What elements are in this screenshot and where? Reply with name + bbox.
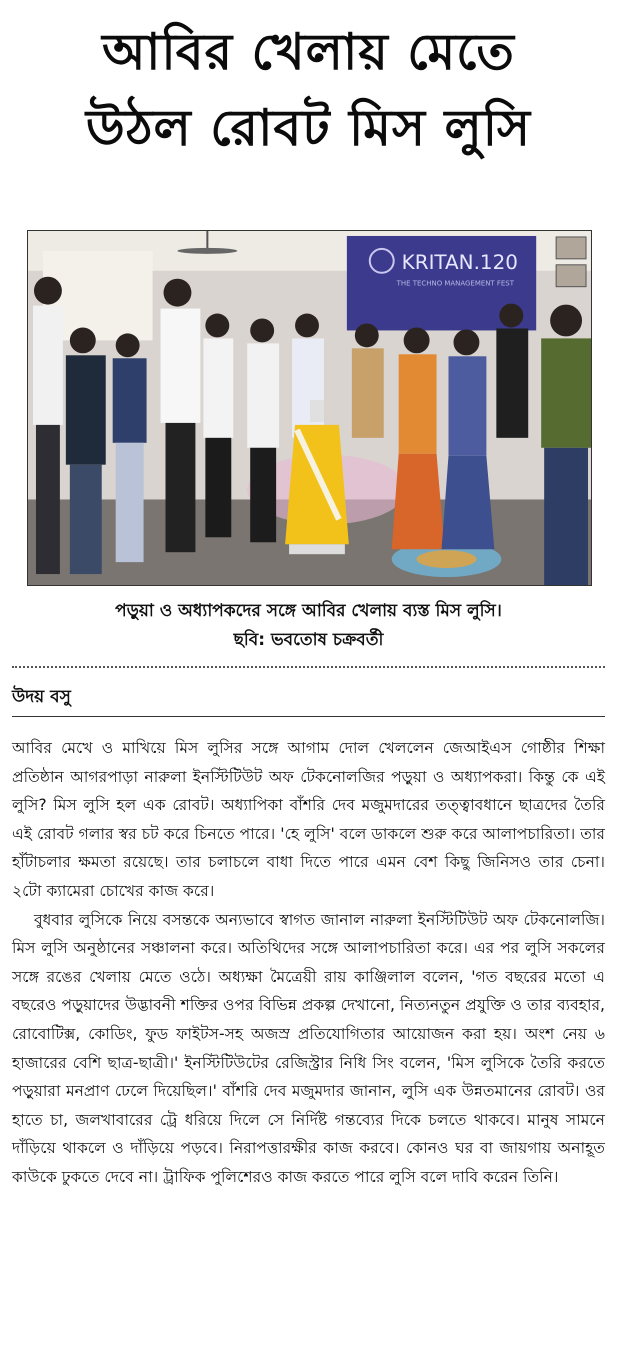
headline-line-1: আবির খেলায় মেতে xyxy=(102,23,515,81)
caption-line-1: পড়ুয়া ও অধ্যাপকদের সঙ্গে আবির খেলায় ব্যস্ত মিস লুসি। xyxy=(115,601,502,621)
photo-caption xyxy=(0,597,617,655)
byline: উদয় বসু xyxy=(12,687,71,707)
headline xyxy=(0,0,617,166)
article-paragraph-2: বুধবার লুসিকে নিয়ে বসন্তকে অন্যভাবে স্বাগত জানাল নারুলা ইনস্টিটিউট অফ টেকনোলজি। মিস লুসি অনুষ্ঠানের সঞ্চালনা করে। অতিথিদের সঙ্গে আলাপচারিতা করে। এর পর লুসি সকলের সঙ্গে রঙের খেলায় মেতে ওঠে। অধ্যক্ষা মৈত্রেয়ী রায় কাঞ্জিলাল বলেন, 'গত বছরের মতো এ বছরেও পড়ুয়াদের উদ্ভাবনী শক্তির ওপর বিভিন্ন প্রকল্প দেখানো, নিত্যনতুন প্রযুক্তি ও তার ব্যবহার, রোবোটিক্স, কোডিং, ফুড ফাইটস-সহ অজস্র প্রতিযোগিতার আয়োজন করা হয়। অংশ নেয় ৬ হাজারের বেশি ছাত্র-ছাত্রী।' ইনস্টিটিউটের রেজিস্ট্রার নিধি সিং বলেন, 'মিস লুসিকে তৈরি করতে পড়ুয়ারা মনপ্রাণ ঢেলে দিয়েছিল।' বাঁশরি দেব মজুমদার জানান, লুসি এক উন্নতমানের রোবট। ওর হাতে চা, জলখাবারের ট্রে ধরিয়ে দিলে সে নির্দিষ্ট গন্তব্যের দিকে চলতে থাকবে। মানুষ সামনে দাঁড়িয়ে থাকলে ও দাঁড়িয়ে পড়বে। নিরাপত্তারক্ষীর কাজ করবে। কোনও ঘর বা জায়গায় অনাহূত কাউকে ঢুকতে দেবে না। ট্রাফিক পুলিশেরও কাজ করতে পারে লুসি বলে দাবি করেন তিনি। xyxy=(12,910,605,1186)
banner-title: KRITAN.120 xyxy=(401,250,518,274)
article-paragraph-1: আবির মেখে ও মাখিয়ে মিস লুসির সঙ্গে আগাম দোল খেললেন জেআইএস গোষ্ঠীর শিক্ষা প্রতিষ্ঠান আগরপাড়া নারুলা ইনস্টিটিউট অফ টেকনোলজির পড়ুয়া ও অধ্যাপকরা। কিন্তু কে এই লুসি? মিস লুসি হল এক রোবট। অধ্যাপিকা বাঁশরি দেব মজুমদারের তত্ত্বাবধানে ছাত্রদের তৈরি এই রোবট গলার স্বর চট করে চিনতে পারে। 'হে লুসি' বলে ডাকলে শুরু করে আলাপচারিতা। তার হাঁটাচলার ক্ষমতা রয়েছে। তার চলাচলে বাধা দিতে পারে এমন বেশ কিছু জিনিসও তার চেনা। ২টো ক্যামেরা চোখের কাজ করে। xyxy=(12,739,605,900)
caption-credit: ছবি: ভবতোষ চক্রবর্তী xyxy=(233,630,384,650)
banner-tagline: THE TECHNO MANAGEMENT FEST xyxy=(396,279,514,288)
dotted-divider xyxy=(12,666,605,668)
article-body xyxy=(12,734,605,1192)
photo-illustration xyxy=(28,231,591,585)
headline-line-2: উঠল রোবট মিস লুসি xyxy=(85,99,532,157)
news-photo xyxy=(27,230,592,586)
ceiling-fan xyxy=(177,248,237,254)
byline-rule xyxy=(12,716,605,717)
